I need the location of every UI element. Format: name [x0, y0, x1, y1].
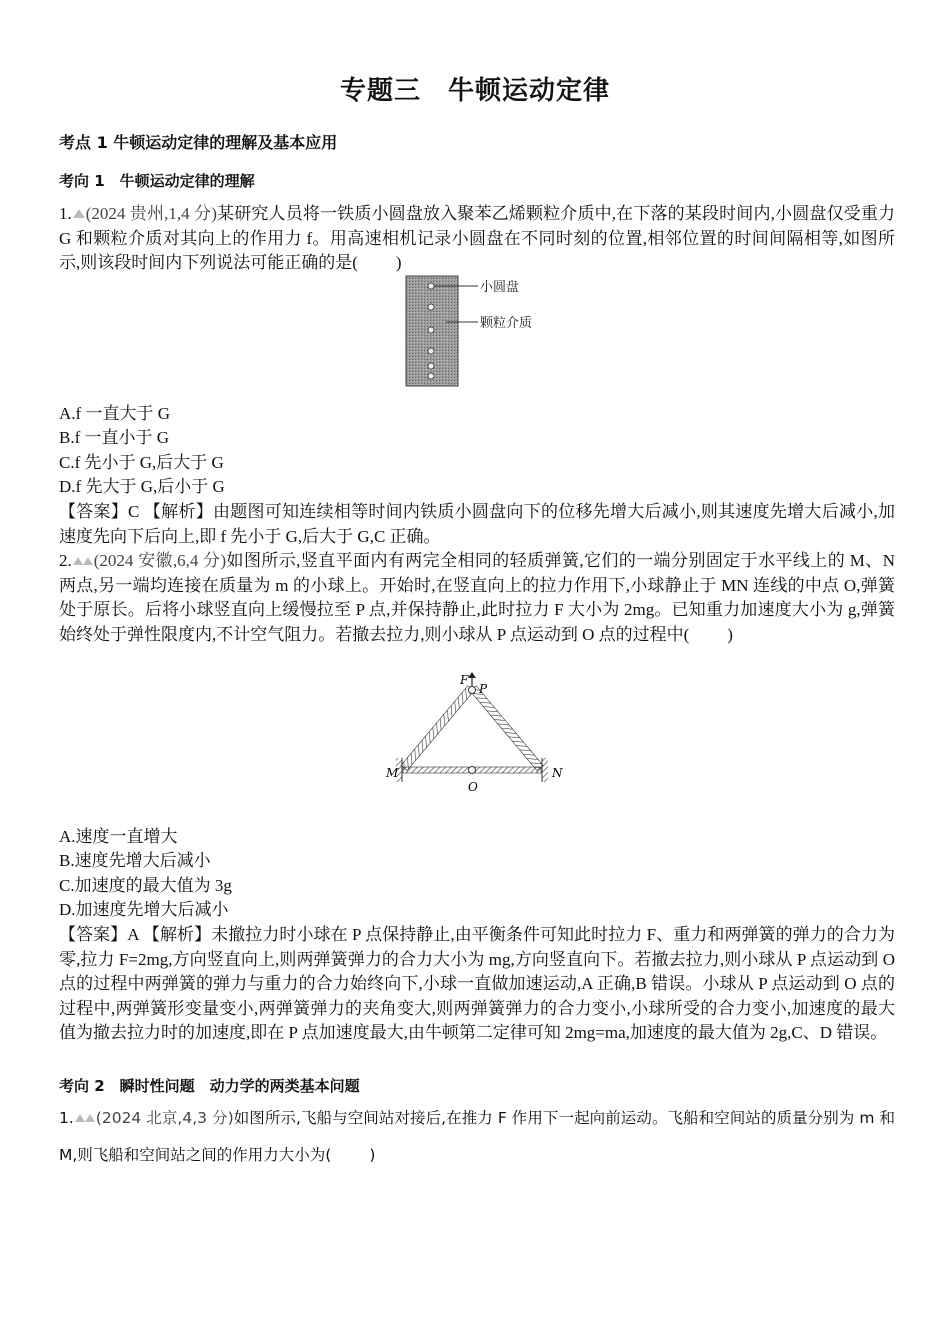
difficulty-icon	[74, 1111, 96, 1123]
spring-on	[475, 767, 541, 773]
difficulty-icon	[72, 207, 86, 219]
question-3-text: 如图所示,飞船与空间站对接后,在推力 F 作用下一起向前运动。飞船和空间站的质量分别为 m 和 M,则飞船和空间站之间的作用力大小为(	[59, 1109, 895, 1164]
disk-position	[428, 373, 434, 379]
question-3-source: (2024 北京,4,3 分)	[95, 1109, 234, 1127]
q1-option-a: A.f 一直大于 G	[59, 404, 170, 423]
question-2-text: 如图所示,竖直平面内有两完全相同的轻质弹簧,它们的一端分别固定于水平线上的 M、N 两点,另一端均连接在质量为 m 的小球上。开始时,在竖直向上的拉力作用下,小球静止于 MN 连线的中点 O,弹簧处于原长。后将小球竖直向上缓慢拉至 P 点,并保持静止,此时拉力 F 大小为 2mg。已知重力加速度大小为 g,弹簧始终处于弹性限度内,不计空气阻力。若撤去拉力,则小球从 P 点运动到 O 点的过程中(	[59, 551, 895, 644]
question-1: 1. (2024 贵州,1,4 分)某研究人员将一铁质小圆盘放入聚苯乙烯颗粒介质中,在下落的某段时间内,小圆盘仅受重力 G 和颗粒介质对其向上的作用力 f。用高速相机记录小圆盘在不同时刻的位置,相邻位置的时间间隔相等,如图所示,则该段时间内下列说法可能正确的是( )	[59, 204, 896, 272]
spring-mp	[401, 686, 474, 771]
question-3-number: 1.	[59, 1109, 74, 1127]
label-n: N	[552, 766, 563, 780]
disk-position	[428, 304, 434, 310]
q1-option-b: B.f 一直小于 G	[59, 428, 170, 447]
disk-position	[428, 283, 434, 289]
disk-position	[428, 327, 434, 333]
spring-mo	[403, 767, 469, 773]
question-2: 2. (2024 安徽,6,4 分)如图所示,竖直平面内有两完全相同的轻质弹簧,它们的一端分别固定于水平线上的 M、N 两点,另一端均连接在质量为 m 的小球上。开始时,在竖直向上的拉力作用下,小球静止于 MN 连线的中点 O,弹簧处于原长。后将小球竖直向上缓慢拉至 P 点,并保持静止,此时拉力 F 大小为 2mg。已知重力加速度大小为 g,弹簧始终处于弹性限度内,不计空气阻力。若撤去拉力,则小球从 P 点运动到 O 点的过程中( )	[59, 551, 895, 644]
label-f: F	[460, 673, 469, 687]
section-heading: 考点 1 牛顿运动定律的理解及基本应用	[59, 133, 338, 152]
figure-disk-in-medium	[400, 272, 580, 390]
page-title: 专题三 牛顿运动定律	[339, 76, 610, 106]
label-p: P	[479, 682, 488, 696]
question-1-number: 1.	[59, 204, 72, 223]
subsection-heading-2: 考向 2 瞬时性问题 动力学的两类基本问题	[59, 1077, 360, 1095]
wall-n	[542, 758, 548, 782]
label-o: O	[468, 780, 478, 794]
disk-position	[428, 363, 434, 369]
question-1-text: 某研究人员将一铁质小圆盘放入聚苯乙烯颗粒介质中,在下落的某段时间内,小圆盘仅受重力 G 和颗粒介质对其向上的作用力 f。用高速相机记录小圆盘在不同时刻的位置,相邻位置的时间间隔相等,如图所示,则该段时间内下列说法可能正确的是(	[59, 204, 896, 272]
difficulty-icon	[72, 554, 94, 566]
label-disk: 小圆盘	[480, 280, 520, 295]
question-1-source: (2024 贵州,1,4 分)	[85, 204, 217, 223]
label-medium: 颗粒介质	[480, 316, 533, 331]
subsection-heading-1: 考向 1 牛顿运动定律的理解	[59, 172, 255, 190]
q1-option-d: D.f 先大于 G,后小于 G	[59, 477, 225, 496]
ball-at-p	[469, 687, 476, 694]
q2-option-d: D.加速度先增大后减小	[59, 900, 229, 919]
question-3: 1. (2024 北京,4,3 分)如图所示,飞船与空间站对接后,在推力 F 作用下一起向前运动。飞船和空间站的质量分别为 m 和 M,则飞船和空间站之间的作用力大小为( )	[59, 1109, 895, 1164]
spring-np	[470, 686, 543, 771]
q2-answer: 【答案】A 【解析】未撤拉力时小球在 P 点保持静止,由平衡条件可知此时拉力 F、重力和两弹簧的弹力的合力为零,拉力 F=2mg,方向竖直向上,则两弹簧弹力的合力大小为 mg,方向竖直向下。若撤去拉力,则小球从 P 点运动到 O 点的过程中两弹簧的弹力与重力的合力始终向下,小球一直做加速运动,A 正确,B 错误。小球从 P 点运动到 O 点的过程中,两弹簧形变量变小,两弹簧弹力的夹角变大,则两弹簧弹力的合力变小,小球所受的合力变小,加速度的最大值为撤去拉力时的加速度,即在 P 点加速度最大,由牛顿第二定律可知 2mg=ma,加速度的最大值为 2g,C、D 错误。	[59, 925, 895, 1042]
q2-option-b: B.速度先增大后减小	[59, 851, 211, 870]
q2-option-a: A.速度一直增大	[59, 827, 178, 846]
label-m: M	[386, 766, 399, 780]
question-2-number: 2.	[59, 551, 72, 570]
q1-answer: 【答案】C 【解析】由题图可知连续相等时间内铁质小圆盘向下的位移先增大后减小,则其速度先增大后减小,加速度先向下后向上,即 f 先小于 G,后大于 G,C 正确。	[59, 502, 895, 546]
disk-position	[428, 348, 434, 354]
q1-option-c: C.f 先小于 G,后大于 G	[59, 453, 224, 472]
q2-option-c: C.加速度的最大值为 3g	[59, 876, 232, 895]
question-2-source: (2024 安徽,6,4 分)	[93, 551, 227, 570]
figure-springs	[382, 672, 572, 798]
ball-at-o	[469, 767, 476, 774]
